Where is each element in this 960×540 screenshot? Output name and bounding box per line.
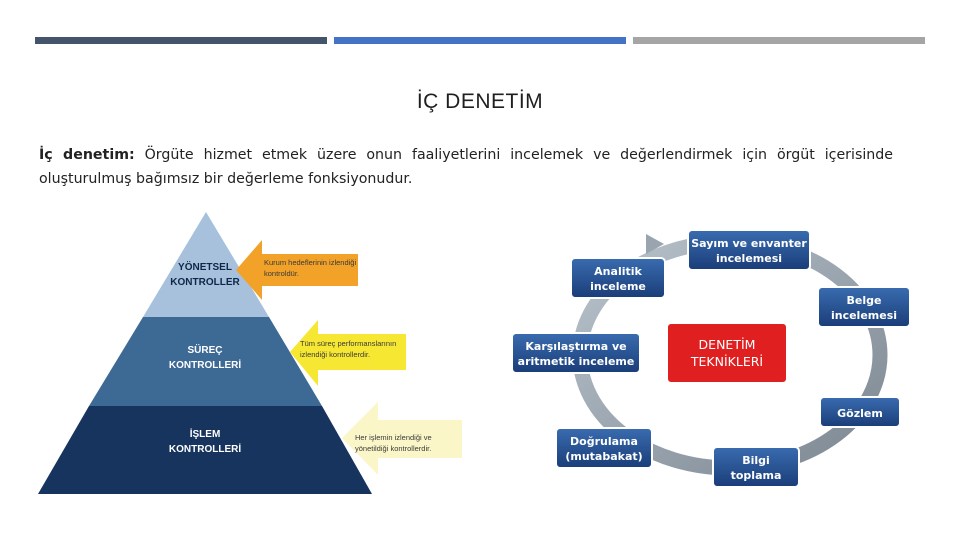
node-7-line1: Analitik xyxy=(594,265,642,278)
node-info-gathering xyxy=(713,447,799,487)
audit-techniques-cycle xyxy=(512,230,910,487)
node-3-line1: Gözlem xyxy=(837,407,883,420)
node-6-line1: Karşılaştırma ve xyxy=(525,340,627,353)
arrow-3-line1: Her işlemin izlendiği ve xyxy=(355,433,432,442)
definition-term: İç denetim: xyxy=(39,147,135,163)
slide-title: İÇ DENETİM xyxy=(416,90,544,113)
pyramid-label-3b: KONTROLLERİ xyxy=(168,444,242,455)
arrow-2-line1: Tüm süreç performanslarının xyxy=(300,339,397,348)
node-7-line2: inceleme xyxy=(590,280,646,293)
node-4-line1: Bilgi xyxy=(742,454,770,467)
node-count-inventory xyxy=(688,230,810,270)
pyramid-label-1b: KONTROLLER xyxy=(170,277,240,288)
node-6-line2: aritmetik inceleme xyxy=(517,355,635,368)
node-5-line1: Doğrulama xyxy=(570,435,638,448)
node-comparison-arithmetic xyxy=(512,333,640,373)
node-observation xyxy=(820,397,900,427)
node-1-line2: incelemesi xyxy=(715,252,783,265)
center-box xyxy=(667,323,787,383)
pyramid-label-2a: SÜREÇ xyxy=(187,345,223,356)
pyramid-label-1a: YÖNETSEL xyxy=(178,262,232,273)
arrow-2-line2: izlendiği kontrollerdir. xyxy=(300,350,371,359)
node-1-line1: Sayım ve envanter xyxy=(691,237,807,250)
arrow-1-line1: Kurum hedeflerinin izlendiği xyxy=(264,258,357,267)
node-analytical-review xyxy=(571,258,665,298)
node-4-line2: toplama xyxy=(730,469,782,482)
node-5-line2: (mutabakat) xyxy=(565,450,643,463)
definition-text: Örgüte hizmet etmek üzere onun faaliyetlerini incelemek ve değerlendirmek için örgüt içerisinde oluşturulmuş bağımsız bir değerleme fonksiyonudur. xyxy=(39,147,894,187)
center-line1: DENETİM xyxy=(698,337,756,352)
arrow-3-line2: yönetildiği kontrollerdir. xyxy=(355,444,432,453)
arrow-1-line2: kontroldür. xyxy=(264,269,300,278)
node-2-line1: Belge xyxy=(846,294,882,307)
node-document-review xyxy=(818,287,910,327)
node-confirmation xyxy=(556,428,652,468)
pyramid-label-2b: KONTROLLERİ xyxy=(168,360,242,371)
pyramid-arrow-1 xyxy=(236,240,358,300)
pyramid-label-3a: İŞLEM xyxy=(189,429,221,440)
node-2-line2: incelemesi xyxy=(830,309,898,322)
center-line2: TEKNİKLERİ xyxy=(690,354,764,369)
pyramid-arrow-2 xyxy=(290,320,406,386)
pyramid-arrow-3 xyxy=(342,402,462,475)
